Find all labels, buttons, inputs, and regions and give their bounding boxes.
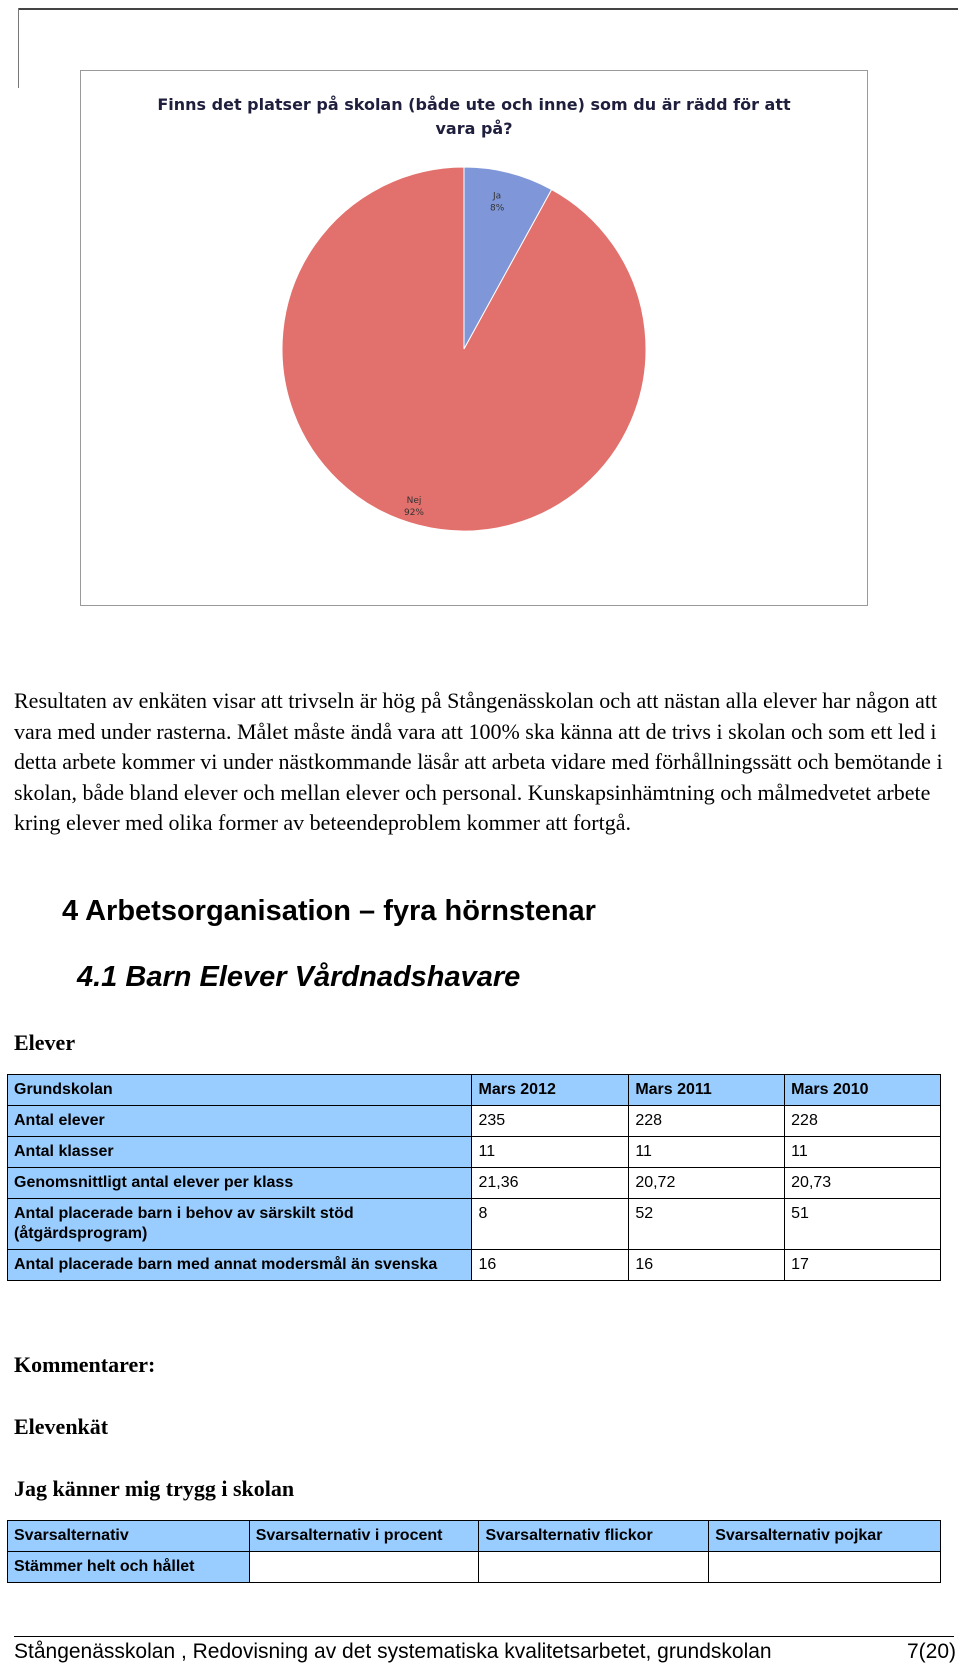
stats_table-row: [8, 1168, 941, 1199]
footer-rule: [14, 1636, 954, 1637]
stats_table-cell: 11: [472, 1137, 629, 1168]
stats_table-cell: 16: [629, 1250, 785, 1281]
stats_table-row-label: Antal klasser: [8, 1137, 472, 1168]
survey_table-header-cell: Svarsalternativ pojkar: [709, 1521, 941, 1552]
stats_table-cell: 17: [785, 1250, 941, 1281]
survey_table-row-label: Stämmer helt och hållet: [8, 1552, 250, 1583]
stats_table-header-row: [8, 1075, 941, 1106]
stats_table-row-label: Antal placerade barn med annat modersmål än svenska: [8, 1250, 472, 1281]
stats_table-cell: 52: [629, 1199, 785, 1250]
stats_table-cell: 8: [472, 1199, 629, 1250]
stats_table-cell: 235: [472, 1106, 629, 1137]
stats_table-row: [8, 1199, 941, 1250]
elever-label: Elever: [14, 1030, 76, 1055]
stats-table: [7, 1074, 941, 1281]
chart-title: Finns det platser på skolan (både ute och inne) som du är rädd för att vara på?: [157, 95, 791, 138]
pie-label-nej: Nej: [406, 496, 422, 506]
stats_table-cell: 51: [785, 1199, 941, 1250]
survey-question: Jag känner mig trygg i skolan: [14, 1476, 295, 1501]
survey_table-cell: [479, 1552, 709, 1583]
survey_table-cell: [249, 1552, 479, 1583]
stats_table-cell: 228: [785, 1106, 941, 1137]
subsection-heading: 4.1 Barn Elever Vårdnadshavare: [77, 961, 521, 993]
stats_table-row-label: Genomsnittligt antal elever per klass: [8, 1168, 472, 1199]
stats_table-cell: 21,36: [472, 1168, 629, 1199]
body-paragraph: Resultaten av enkäten visar att trivseln är hög på Stångenässkolan och att nästan alla elever har någon att vara med under rasterna. Målet måste ändå vara att 100% ska känna att de trivs i skolan och som ett led i detta arbete kommer vi under nästkommande läsår att arbeta vidare med förhållningssätt och bemötande i skolan, både bland elever och mellan elever och personal. Kunskapsinhämtning och målmedvetet arbete kring elever med olika former av beteendeproblem kommer att fortgå.: [14, 688, 943, 835]
pie-slice-nej: [282, 167, 646, 531]
survey_table-header-row: [8, 1521, 941, 1552]
stats_table-cell: 16: [472, 1250, 629, 1281]
stats_table-row-label: Antal elever: [8, 1106, 472, 1137]
stats_table-row: [8, 1137, 941, 1168]
stats_table-header-cell: Mars 2012: [472, 1075, 629, 1106]
pie-svg: [81, 71, 867, 605]
section-heading: 4 Arbetsorganisation – fyra hörnstenar: [62, 895, 596, 927]
survey_table-header-cell: Svarsalternativ: [8, 1521, 250, 1552]
stats_table-row-label: Antal placerade barn i behov av särskilt stöd (åtgärdsprogram): [8, 1199, 472, 1250]
footer-text: Stångenässkolan , Redovisning av det systematiska kvalitetsarbetet, grundskolan: [14, 1640, 772, 1663]
stats_table-cell: 11: [785, 1137, 941, 1168]
stats_table-header-cell: Mars 2011: [629, 1075, 785, 1106]
pie-value-ja: 8%: [489, 203, 505, 214]
pie-value-nej: 92%: [403, 508, 425, 518]
survey_table-row: [8, 1552, 941, 1583]
scan-edge-top: [18, 8, 958, 10]
stats_table-header-cell: Grundskolan: [8, 1075, 472, 1106]
stats_table-row: [8, 1250, 941, 1281]
stats_table-header-cell: Mars 2010: [785, 1075, 941, 1106]
survey_table-cell: [709, 1552, 941, 1583]
stats_table-row: [8, 1106, 941, 1137]
pie-chart: [80, 70, 868, 606]
survey-table: [7, 1520, 941, 1583]
pie-label-ja: Ja: [493, 191, 502, 202]
footer: [14, 1640, 956, 1664]
survey_table-header-cell: Svarsalternativ i procent: [249, 1521, 479, 1552]
survey_table-header-cell: Svarsalternativ flickor: [479, 1521, 709, 1552]
page-number: 7(20): [906, 1640, 956, 1663]
scan-edge-left: [18, 8, 19, 88]
stats_table-cell: 11: [629, 1137, 785, 1168]
stats_table-cell: 20,73: [785, 1168, 941, 1199]
stats_table-cell: 228: [629, 1106, 785, 1137]
stats_table-cell: 20,72: [629, 1168, 785, 1199]
elevenkat-label: Elevenkät: [14, 1414, 109, 1439]
kommentarer-label: Kommentarer:: [14, 1352, 156, 1377]
